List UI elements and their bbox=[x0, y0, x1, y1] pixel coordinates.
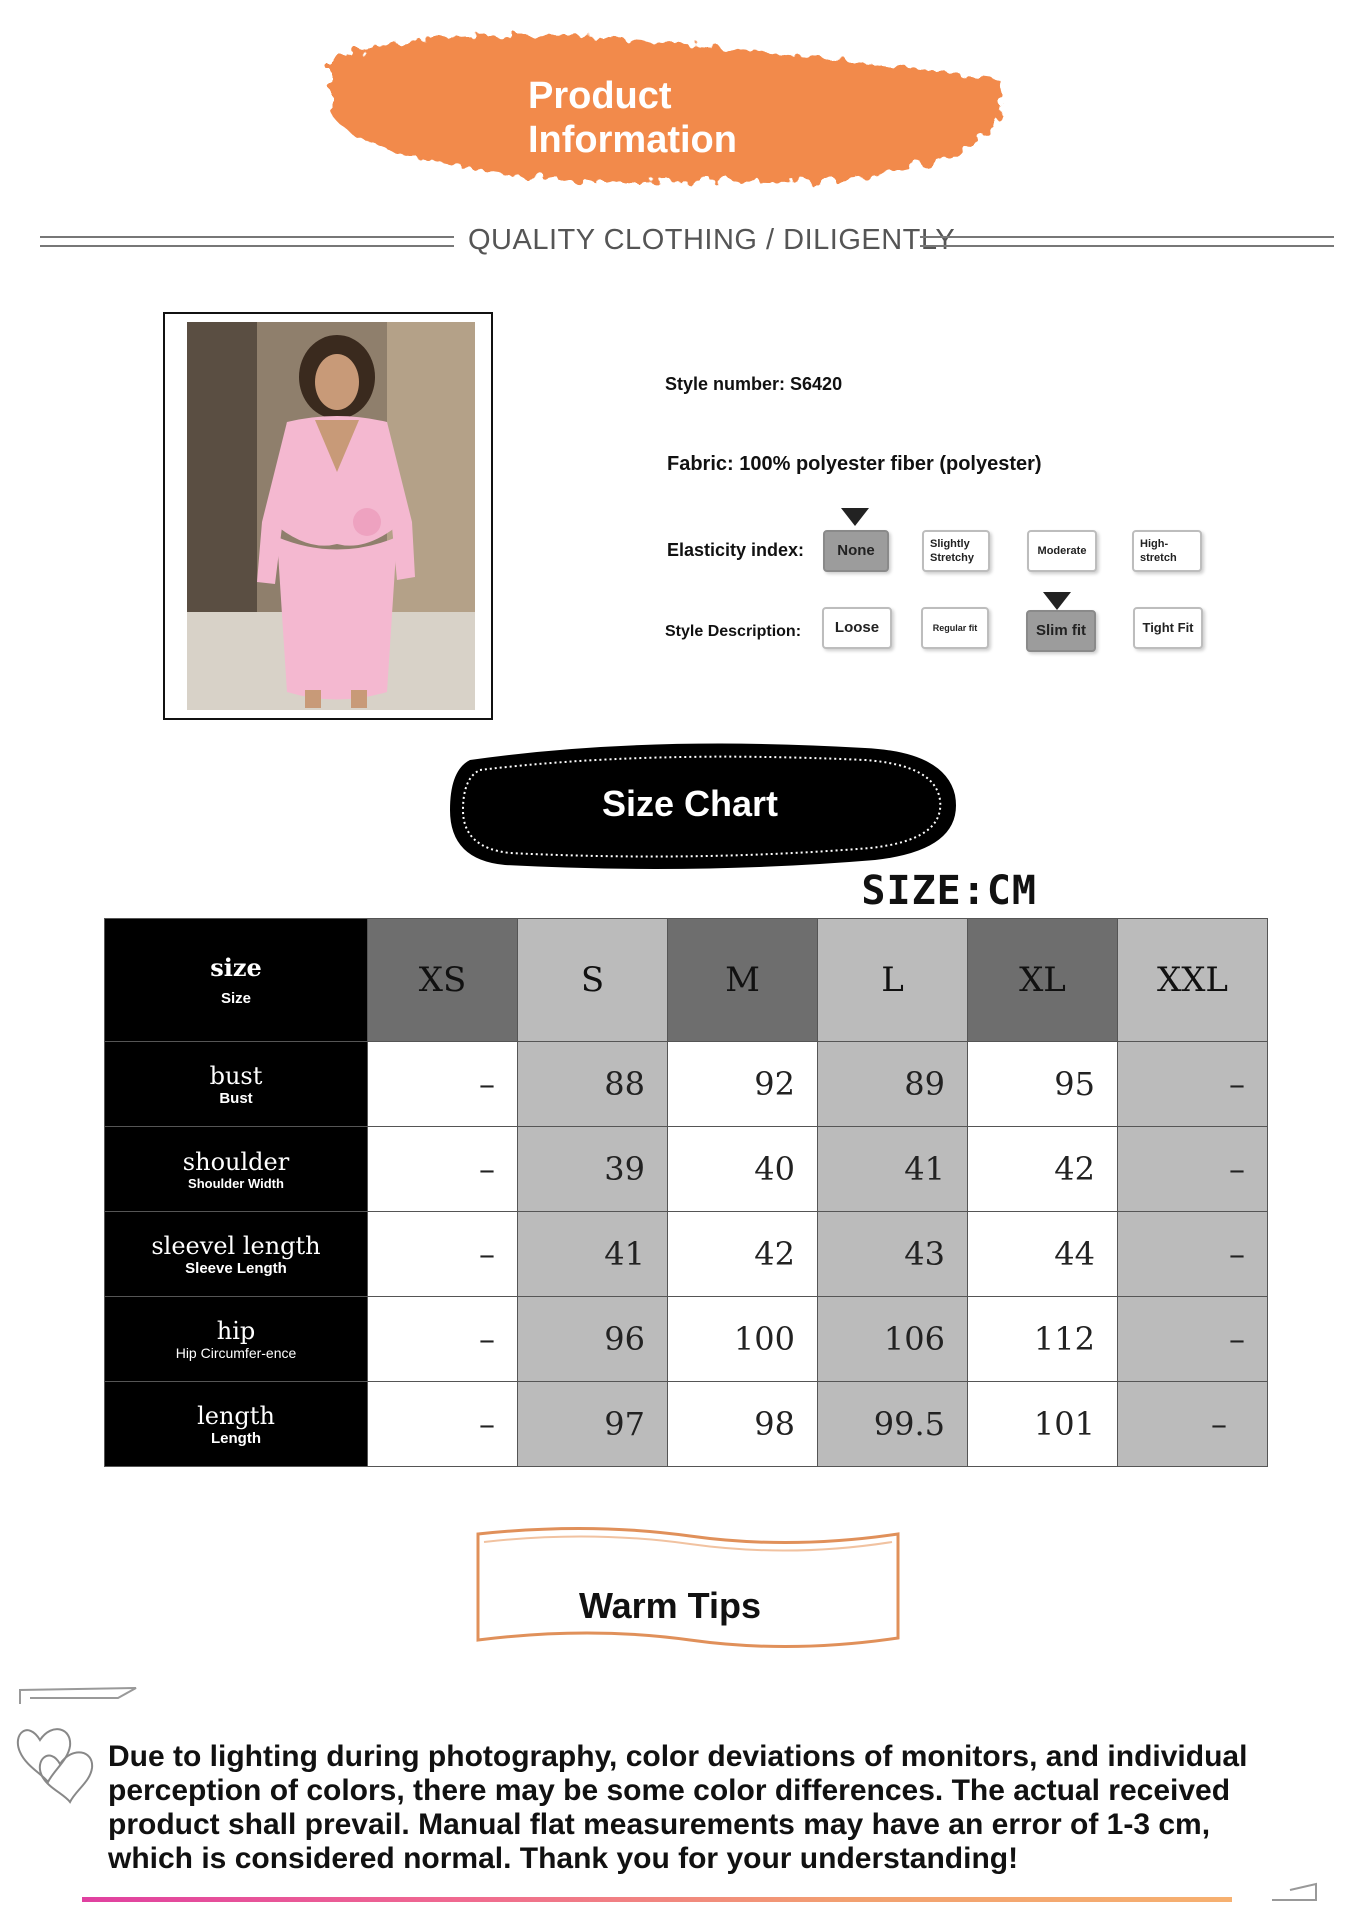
divider-left bbox=[40, 236, 454, 247]
table-cell: 99.5 bbox=[818, 1382, 968, 1467]
header-title-line2: Information bbox=[528, 119, 737, 161]
row-label: bust bbox=[209, 1061, 263, 1090]
footer-gradient-line bbox=[82, 1897, 1232, 1902]
table-cell: 41 bbox=[518, 1212, 668, 1297]
row-sublabel: Sleeve Length bbox=[185, 1259, 287, 1277]
table-cell: – bbox=[368, 1127, 518, 1212]
table-cell: – bbox=[368, 1382, 518, 1467]
row-sublabel: Bust bbox=[219, 1089, 253, 1107]
table-cell: – bbox=[1118, 1297, 1268, 1382]
header-title-line1: Product bbox=[528, 75, 672, 117]
size-header-row bbox=[105, 919, 1268, 1042]
elasticity-label: Elasticity index: bbox=[667, 540, 805, 560]
style-selected-arrow-icon bbox=[1043, 592, 1071, 610]
table-row bbox=[105, 1212, 1268, 1297]
table-cell: 101 bbox=[968, 1382, 1118, 1467]
table-row bbox=[105, 1042, 1268, 1127]
table-cell: 97 bbox=[518, 1382, 668, 1467]
elasticity-option-moderate: Moderate bbox=[1027, 530, 1097, 572]
table-cell: 100 bbox=[668, 1297, 818, 1382]
table-cell: 42 bbox=[968, 1127, 1118, 1212]
table-cell: – bbox=[1118, 1042, 1268, 1127]
quality-tagline: QUALITY CLOTHING / DILIGENTLY bbox=[468, 224, 956, 256]
size-unit-label: SIZE:CM bbox=[861, 868, 1037, 914]
table-cell: – bbox=[368, 1212, 518, 1297]
style-option-regular-fit: Regular fit bbox=[921, 607, 989, 649]
table-cell: – bbox=[368, 1297, 518, 1382]
size-corner-en: size bbox=[210, 952, 262, 982]
table-cell: 95 bbox=[968, 1042, 1118, 1127]
table-cell: 106 bbox=[818, 1297, 968, 1382]
table-cell: 42 bbox=[668, 1212, 818, 1297]
table-cell: – bbox=[1118, 1127, 1268, 1212]
product-photo bbox=[187, 322, 475, 710]
size-header-m: M bbox=[668, 919, 818, 1042]
size-header-s: S bbox=[518, 919, 668, 1042]
row-sublabel: Length bbox=[211, 1429, 261, 1447]
size-header-l: L bbox=[818, 919, 968, 1042]
size-table bbox=[104, 918, 1268, 1467]
size-header-xs: XS bbox=[368, 919, 518, 1042]
size-header-xl: XL bbox=[968, 919, 1118, 1042]
table-cell: 96 bbox=[518, 1297, 668, 1382]
table-cell: 89 bbox=[818, 1042, 968, 1127]
style-option-loose: Loose bbox=[822, 607, 892, 649]
table-cell: 44 bbox=[968, 1212, 1118, 1297]
style-description-label: Style Description: bbox=[665, 623, 802, 640]
elasticity-option-high-stretch: High-stretch bbox=[1132, 530, 1202, 572]
style-option-tight-fit: Tight Fit bbox=[1133, 607, 1203, 649]
table-cell: 43 bbox=[818, 1212, 968, 1297]
size-chart-title: Size Chart bbox=[601, 783, 779, 824]
divider-right bbox=[920, 236, 1334, 247]
row-sublabel: Shoulder Width bbox=[188, 1175, 284, 1191]
table-cell: 40 bbox=[668, 1127, 818, 1212]
row-label: length bbox=[197, 1401, 275, 1430]
table-cell: – bbox=[368, 1042, 518, 1127]
table-cell: 92 bbox=[668, 1042, 818, 1127]
elasticity-option-none: None bbox=[823, 530, 889, 572]
table-cell: – bbox=[1118, 1212, 1268, 1297]
row-header-shoulder bbox=[105, 1127, 368, 1212]
style-number: Style number: S6420 bbox=[665, 374, 843, 394]
row-label: shoulder bbox=[182, 1147, 290, 1176]
elasticity-selected-arrow-icon bbox=[841, 508, 869, 526]
table-cell: 41 bbox=[818, 1127, 968, 1212]
row-header-length bbox=[105, 1382, 368, 1467]
warm-tips-title: Warm Tips bbox=[578, 1585, 762, 1626]
table-cell: 39 bbox=[518, 1127, 668, 1212]
row-sublabel: Hip Circumfer-ence bbox=[175, 1345, 297, 1361]
row-header-sleeve-length bbox=[105, 1212, 368, 1297]
table-row bbox=[105, 1127, 1268, 1212]
table-cell: 98 bbox=[668, 1382, 818, 1467]
row-header-bust bbox=[105, 1042, 368, 1127]
table-cell: – bbox=[1118, 1382, 1268, 1467]
table-row bbox=[105, 1382, 1268, 1467]
hearts-icon bbox=[10, 1690, 110, 1810]
table-cell: 112 bbox=[968, 1297, 1118, 1382]
size-corner-sub: Size bbox=[220, 989, 251, 1007]
row-header-hip bbox=[105, 1297, 368, 1382]
table-cell: 88 bbox=[518, 1042, 668, 1127]
elasticity-option-slightly-stretchy: Slightly Stretchy bbox=[922, 530, 990, 572]
size-corner-cell bbox=[105, 919, 368, 1042]
fabric-info: Fabric: 100% polyester fiber (polyester) bbox=[667, 453, 1042, 475]
row-label: hip bbox=[216, 1317, 256, 1345]
size-header-xxl: XXL bbox=[1118, 919, 1268, 1042]
row-label: sleevel length bbox=[151, 1231, 321, 1260]
corner-bracket-bottom-right bbox=[1270, 1880, 1320, 1904]
style-option-slim-fit: Slim fit bbox=[1026, 610, 1096, 652]
table-row bbox=[105, 1297, 1268, 1382]
warm-tips-text: Due to lighting during photography, color deviations of monitors, and individual perception of colors, there may be some color differences. The actual received product shall prevail. Manual flat measurements may have an error of 1-3 cm, which is considered normal. Thank you for your understanding! bbox=[108, 1740, 1248, 1875]
